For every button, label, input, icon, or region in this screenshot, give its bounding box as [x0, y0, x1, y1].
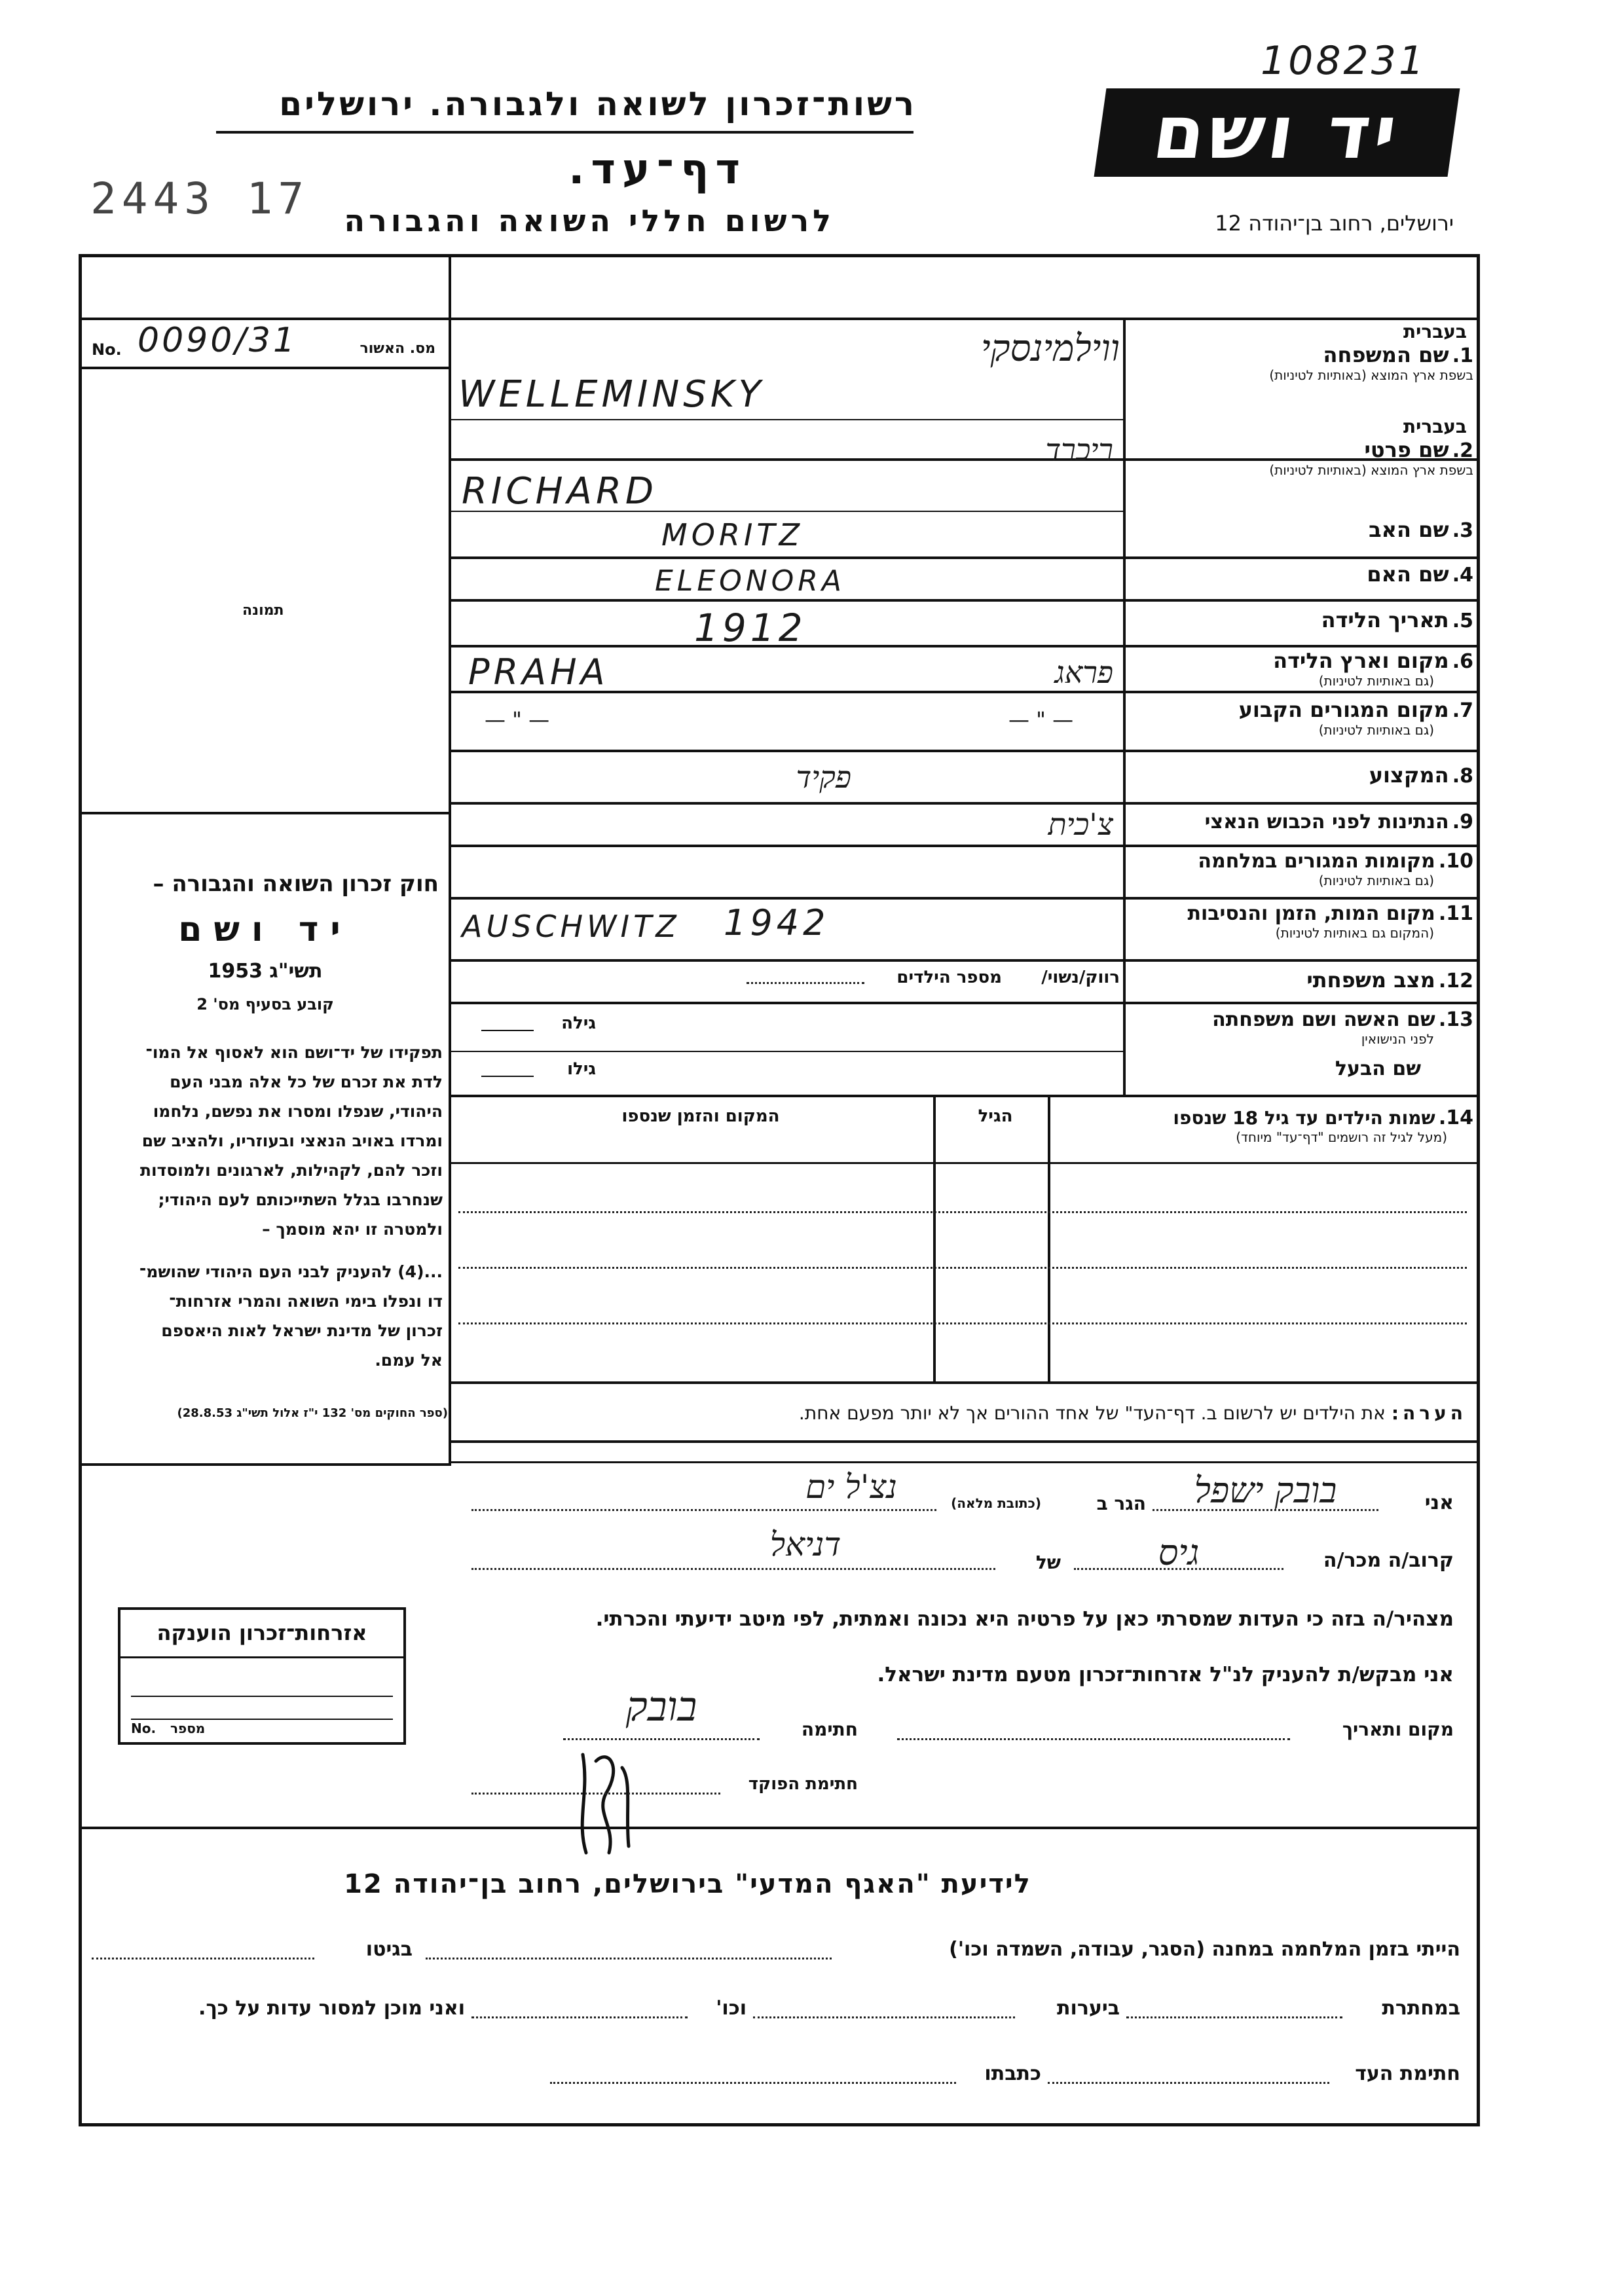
info-line2-b: ביערות	[1057, 1997, 1120, 2020]
approval-number: 0090/31	[138, 321, 298, 360]
field-2-label	[1133, 416, 1473, 478]
law-text-line: דו ונפלו בימי השואה והמרי אזרחות־	[169, 1292, 443, 1311]
info-line1-a: הייתי בזמן המלחמה במחנה (הסגר, עבודה, השמדה וכו')	[949, 1938, 1460, 1961]
row-line	[450, 419, 1124, 420]
field-2-value-latin: RICHARD	[462, 470, 657, 513]
address-label: (כתובת מלאה)	[951, 1495, 1041, 1511]
address-line	[471, 1509, 936, 1511]
relation-value: גיס	[1158, 1532, 1200, 1573]
field-12-children-label: מספר הילדים	[896, 968, 1002, 987]
label-column-divider	[1123, 318, 1126, 1097]
official-signature-line	[471, 1793, 720, 1795]
relative-label: קרוב/ה מכר/ה	[1323, 1549, 1454, 1572]
field-2-hebrew-tag: בעברית	[1403, 416, 1467, 437]
form-subtitle: לרשום חללי השואה והגבורה	[344, 203, 835, 238]
row-line	[450, 1051, 1124, 1052]
row-line	[450, 750, 1480, 752]
husband-age-label: גילו	[567, 1059, 596, 1079]
approval-label: מס. האשור	[360, 340, 435, 357]
info-line3-fill	[550, 2082, 956, 2084]
approval-divider	[79, 367, 450, 369]
signature-label: חתימה	[801, 1719, 858, 1740]
law-name: יד ושם	[178, 910, 352, 949]
field-1-label	[1133, 321, 1473, 383]
declarant-name: בובק ישפל	[1194, 1470, 1337, 1511]
photo-divider	[79, 812, 450, 814]
row-line	[450, 1095, 1480, 1097]
field-12-children-line	[747, 982, 864, 984]
field-12-label: 12. מצב משפחתי	[1306, 968, 1473, 993]
row-line	[450, 802, 1480, 805]
citizenship-box-no: No.	[131, 1721, 157, 1736]
children-row-line	[458, 1211, 1467, 1213]
field-13-label: 13. שם האשה ושם משפחתה לפני הנישואין	[1133, 1008, 1473, 1047]
field-7-value-a: — " —	[485, 707, 550, 732]
frame-top-inner	[79, 318, 1480, 320]
field-1-value-latin: WELLEMINSKY	[458, 373, 765, 416]
note-label: הערה:	[1391, 1402, 1467, 1424]
signature-value: בובק	[625, 1683, 697, 1730]
row-line	[450, 645, 1480, 647]
note-bottom-line	[450, 1440, 1480, 1443]
field-11-sub: (המקום גם באותיות לטיניות)	[1275, 925, 1434, 941]
field-1-value-hebrew: ווילמינסקי	[980, 327, 1120, 370]
field-1-hebrew-tag: בעברית	[1403, 321, 1467, 342]
approval-no-label: No.	[92, 340, 122, 359]
info-line1-b: בגיטו	[365, 1938, 413, 1961]
field-5-label: 5. תאריך הלידה	[1321, 608, 1473, 632]
field-13-age-label: גילה	[561, 1013, 596, 1033]
column-age-header: הגיל	[978, 1106, 1013, 1126]
law-text-line: לדת את זכרם של כל אלה מבני העם	[170, 1072, 443, 1091]
law-text-line: היהודי, שנפלו ומסרו את נפשם, נלחמו	[153, 1102, 443, 1121]
field-6-sub: (גם באותיות לטיניות)	[1318, 673, 1434, 689]
field-1-sub: בשפת ארץ המוצא (באותיות לטיניות)	[1269, 367, 1473, 383]
field-4-label: 4. שם האם	[1367, 562, 1473, 587]
law-year: תשי"ג 1953	[208, 960, 323, 983]
field-13-age-line	[481, 1030, 534, 1031]
law-text-line: אל עמם.	[375, 1351, 443, 1370]
children-row-line	[458, 1322, 1467, 1324]
info-title: לידיעת "האגף המדעי" בירושלים, רחוב בן־יהודה 12	[344, 1869, 1031, 1899]
law-text-line: ומרדו באויב הנאצי ובעוזריו, ולהציב שם	[141, 1131, 443, 1150]
info-line2-a: במחתרת	[1382, 1997, 1460, 2020]
archive-number: 108231	[1261, 38, 1427, 84]
yad-vashem-logo	[1094, 88, 1460, 177]
law-text-line: וזכר להם, לקהילות, לארגונים ולמוסדות	[139, 1161, 443, 1180]
field-14-label: 14. שמות הילדים עד גיל 18 שנספו (מעל לגיל זה רושמים "דף־עד" מיוחד)	[1061, 1106, 1473, 1145]
row-line	[450, 556, 1480, 559]
of-label: של	[1035, 1552, 1061, 1573]
law-text-line: תפקידו של יד־ושם הוא לאסוף אל המו־	[145, 1043, 443, 1062]
column-place-time-header: המקום והזמן שנספו	[621, 1106, 780, 1126]
field-4-value: ELEONORA	[655, 564, 845, 598]
children-col-divider	[1048, 1095, 1050, 1383]
info-line2-fill	[1126, 2016, 1342, 2018]
of-value: דניאל	[769, 1525, 841, 1563]
field-12-marital-options: רווק/נשוי/	[1041, 968, 1120, 987]
institution-title: רשות־זכרון לשואה ולגבורה. ירושלים	[279, 85, 917, 123]
field-5-value: 1912	[694, 606, 807, 650]
address: ירושלים, רחוב בן־יהודה 12	[1215, 211, 1454, 236]
children-bottom-line	[450, 1381, 1480, 1384]
row-line	[450, 599, 1480, 602]
info-line3-fill	[1048, 2082, 1329, 2084]
children-col-divider	[933, 1095, 936, 1383]
row-line	[450, 1002, 1480, 1004]
field-3-label: 3. שם האב	[1369, 517, 1473, 542]
citizenship-box-divider	[118, 1656, 406, 1658]
citizenship-box-title: אזרחות־זכרון הוענקה	[157, 1620, 367, 1645]
field-11-value-year: 1942	[724, 902, 830, 943]
field-10-sub: (גם באותיות לטיניות)	[1318, 873, 1434, 888]
field-9-value: צ'כית	[1048, 807, 1113, 842]
law-title: חוק זכרון השואה והגבורה –	[153, 871, 439, 897]
field-8-value: פקיד	[796, 759, 851, 795]
field-2-value-hebrew: ריכרד	[1045, 432, 1113, 467]
place-date-label: מקום ותאריך	[1342, 1719, 1454, 1740]
law-text-line: ...(4) להעניק לבני העם היהודי שהושמ־	[139, 1262, 443, 1281]
info-line2-d: ואני מוכן למסור עדות על כך.	[198, 1997, 465, 2020]
citizenship-box-rule	[131, 1696, 393, 1697]
field-6-value-latin: PRAHA	[468, 651, 609, 693]
address-value: נצ'ל ים	[805, 1468, 897, 1506]
law-text-line: ולמטרה זו יהא מוסמך –	[262, 1220, 443, 1239]
field-1-title: 1. שם המשפחה	[1323, 342, 1473, 367]
field-8-label: 8. המקצוע	[1369, 763, 1473, 788]
row-line	[450, 959, 1480, 962]
field-11-value-place: AUSCHWITZ	[462, 909, 680, 944]
citizenship-box-number-label: מספר	[170, 1721, 206, 1736]
note-text: את הילדים יש לרשום ב. דף־העד" של אחד ההורים אך לא יותר מפעם אחת.	[798, 1402, 1386, 1424]
info-line2-c: וכו'	[716, 1997, 747, 2020]
law-reference: (ספר החוקים מס' 132 י"ז אלול תשי"ג 28.8.53)	[177, 1406, 448, 1420]
field-2-sub: בשפת ארץ המוצא (באותיות לטיניות)	[1269, 462, 1473, 478]
law-text-line: שנחרבו בגלל השתייכותם לעם היהודי;	[158, 1190, 443, 1209]
info-line3-a: חתימת העד	[1355, 2062, 1460, 2085]
place-date-line	[897, 1738, 1290, 1740]
field-7-label: 7. מקום המגורים הקבוע (גם באותיות לטיניות)	[1133, 697, 1473, 738]
photo-label: תמונה	[242, 602, 284, 619]
field-11-label: 11. מקום המות, הזמן והנסיבות (המקום גם באותיות לטיניות)	[1133, 902, 1473, 941]
field-7-sub: (גם באותיות לטיניות)	[1318, 722, 1434, 738]
field-9-label: 9. הנתינות לפני הכבוש הנאצי	[1204, 811, 1473, 833]
field-14-sub: (מעל לגיל זה רושמים "דף־עד" מיוחד)	[1236, 1129, 1447, 1145]
info-line2-fill	[753, 2016, 1015, 2018]
signature-line	[563, 1738, 760, 1740]
declaration-text: מצהיר/ה בזה כי העדות שמסרתי כאן על פרטיה היא נכונה ואמתית, לפי מיטב ידיעתי והכרתי.	[595, 1607, 1454, 1631]
info-line2-fill	[471, 2016, 688, 2018]
info-top-line	[79, 1827, 1480, 1829]
official-signature-mark	[570, 1741, 642, 1859]
law-text	[84, 1038, 443, 1375]
residing-label: הגר ב	[1096, 1493, 1146, 1514]
children-header-line	[450, 1162, 1480, 1164]
law-clause: קובע בסעיף מס' 2	[196, 995, 334, 1013]
field-6-label: 6. מקום וארץ הלידה (גם באותיות לטיניות)	[1133, 648, 1473, 689]
official-signature-label: חתימת הפוקד	[748, 1774, 858, 1794]
row-line	[450, 897, 1480, 900]
field-3-value: MORITZ	[661, 517, 804, 553]
info-line3-b: כתבתו	[984, 2062, 1041, 2085]
title-underline	[216, 131, 913, 134]
field-6-value-hebrew: פראג	[1054, 655, 1113, 690]
declaration-top-line	[450, 1461, 1480, 1463]
of-line	[471, 1568, 995, 1570]
declarant-i-label: אני	[1424, 1491, 1454, 1514]
field-10-label: 10. מקומות המגורים במלחמה (גם באותיות לטיניות)	[1133, 850, 1473, 888]
row-line	[450, 845, 1480, 847]
info-line1-fill	[426, 1958, 832, 1959]
request-text: אני מבקש/ת להעניק לנ"ל אזרחות־זכרון מטעם מדינת ישראל.	[877, 1663, 1454, 1686]
children-row-line	[458, 1267, 1467, 1269]
field-2-title: 2. שם פרטי	[1364, 437, 1473, 462]
logo-text: יד ושם	[1148, 90, 1406, 175]
stamp-number: 2443 17	[90, 173, 310, 224]
husband-label: שם הבעל	[1335, 1057, 1421, 1080]
note	[458, 1402, 1467, 1424]
info-line1-fill	[92, 1958, 314, 1959]
field-7-value-b: — " —	[1008, 707, 1074, 732]
left-column-divider	[449, 254, 451, 1465]
field-13-sub: לפני הנישואין	[1361, 1031, 1434, 1047]
left-bottom-divider	[79, 1463, 451, 1466]
law-text-line: זכרון של מדינת ישראל לאות היאספם	[161, 1321, 443, 1340]
citizenship-box-rule	[131, 1719, 393, 1720]
form-name: דף־עד.	[568, 145, 747, 194]
husband-age-line	[481, 1076, 534, 1077]
